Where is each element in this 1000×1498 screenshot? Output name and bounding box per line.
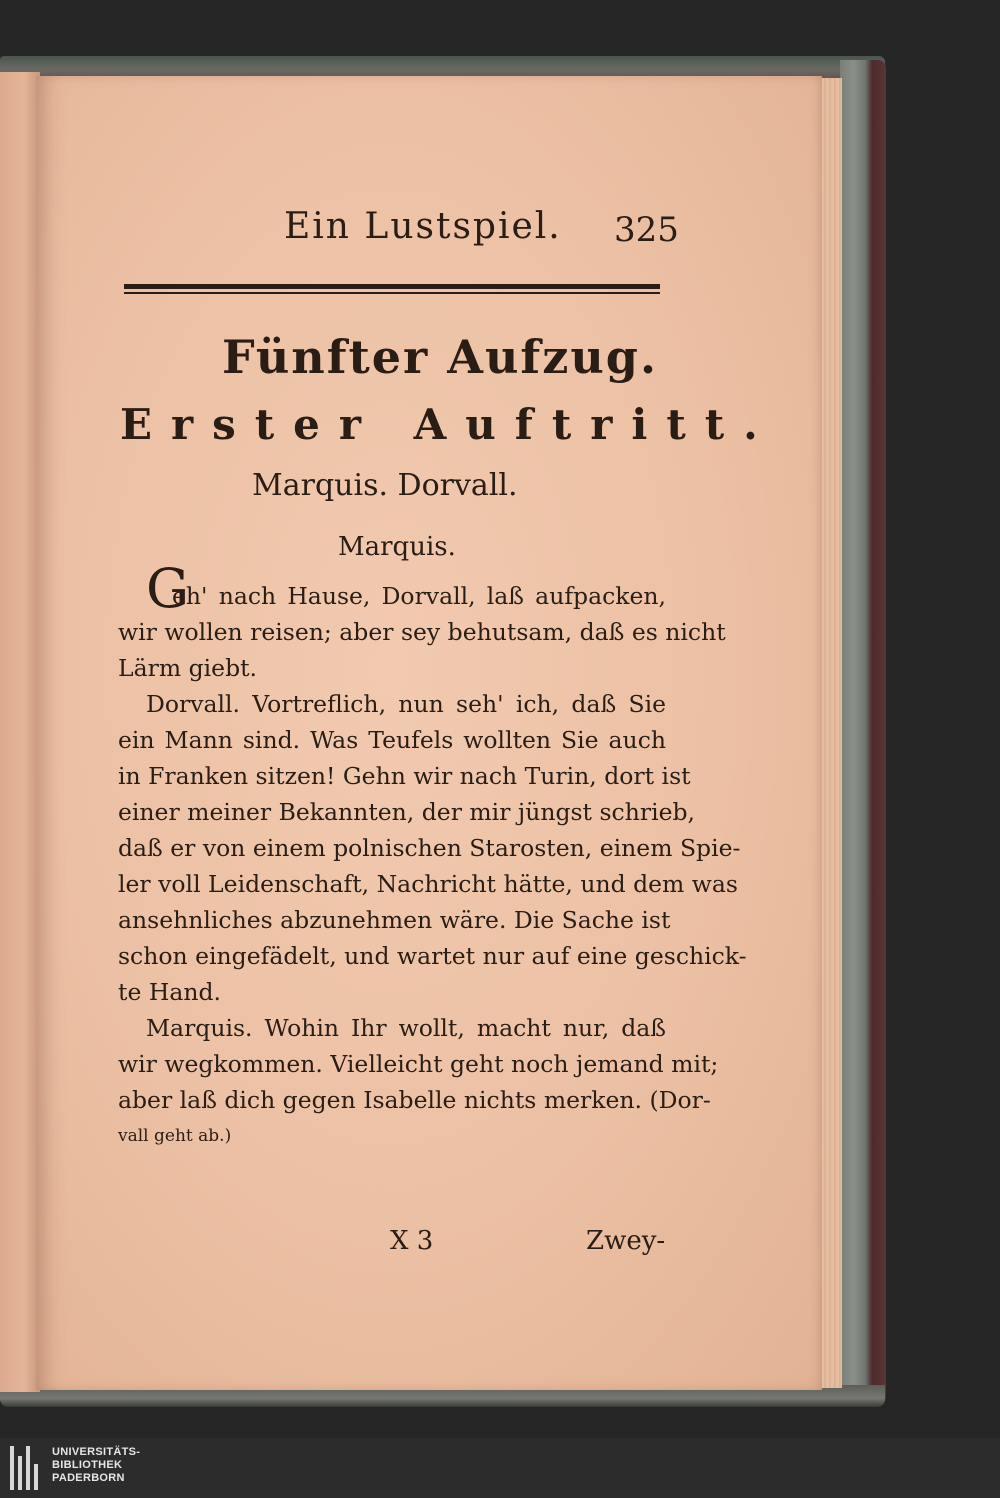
text-line: ein Mann sind. Was Teufels wollten Sie auch xyxy=(118,726,666,754)
body-text xyxy=(118,578,747,1154)
act-title: Fünfter Aufzug. xyxy=(222,330,658,384)
logo-line: BIBLIOTHEK xyxy=(52,1459,123,1471)
library-logo-text xyxy=(52,1446,140,1485)
text-line: in Franken sitzen! Gehn wir nach Turin, dort ist xyxy=(118,762,691,790)
catchword: Zwey- xyxy=(586,1226,666,1256)
header-rule-thin xyxy=(124,292,660,294)
characters-line: Marquis. Dorvall. xyxy=(252,468,518,503)
text-line: schon eingefädelt, und wartet nur auf eine geschick- xyxy=(118,942,747,970)
text-line: Lärm giebt. xyxy=(118,654,258,682)
running-header: Ein Lustspiel. xyxy=(284,206,562,247)
logo-line: UNIVERSITÄTS- xyxy=(52,1446,141,1458)
scene-title: Erster Auftritt. xyxy=(120,400,777,449)
text-line: aber laß dich gegen Isabelle nichts merken. (Dor- xyxy=(118,1086,711,1114)
logo-line: PADERBORN xyxy=(52,1472,125,1484)
text-line: wir wegkommen. Vielleicht geht noch jemand mit; xyxy=(118,1050,719,1078)
library-logo-icon xyxy=(10,1446,44,1490)
text-line: wir wollen reisen; aber sey behutsam, daß es nicht xyxy=(118,618,726,646)
signature-mark: X 3 xyxy=(390,1226,434,1256)
drop-cap: G xyxy=(146,557,190,620)
text-line: vall geht ab.) xyxy=(118,1126,232,1146)
page-number: 325 xyxy=(614,210,679,250)
header-rule-thick xyxy=(124,284,660,289)
book-cover-right xyxy=(840,60,886,1405)
previous-page-edge xyxy=(0,72,40,1392)
text-line: Dorvall. Vortreflich, nun seh' ich, daß Sie xyxy=(146,690,666,718)
text-line: einer meiner Bekannten, der mir jüngst schrieb, xyxy=(118,798,696,826)
footer-bar xyxy=(0,1438,1000,1498)
text-line: ansehnliches abzunehmen wäre. Die Sache ist xyxy=(118,906,671,934)
text-line: te Hand. xyxy=(118,978,221,1006)
text-line: eh' nach Hause, Dorvall, laß aufpacken, xyxy=(172,582,666,610)
speaker-heading: Marquis. xyxy=(338,532,456,562)
text-line: ler voll Leidenschaft, Nachricht hätte, und dem was xyxy=(118,870,738,898)
text-line: Marquis. Wohin Ihr wollt, macht nur, daß xyxy=(146,1014,666,1042)
text-line: daß er von einem polnischen Starosten, einem Spie- xyxy=(118,834,741,862)
